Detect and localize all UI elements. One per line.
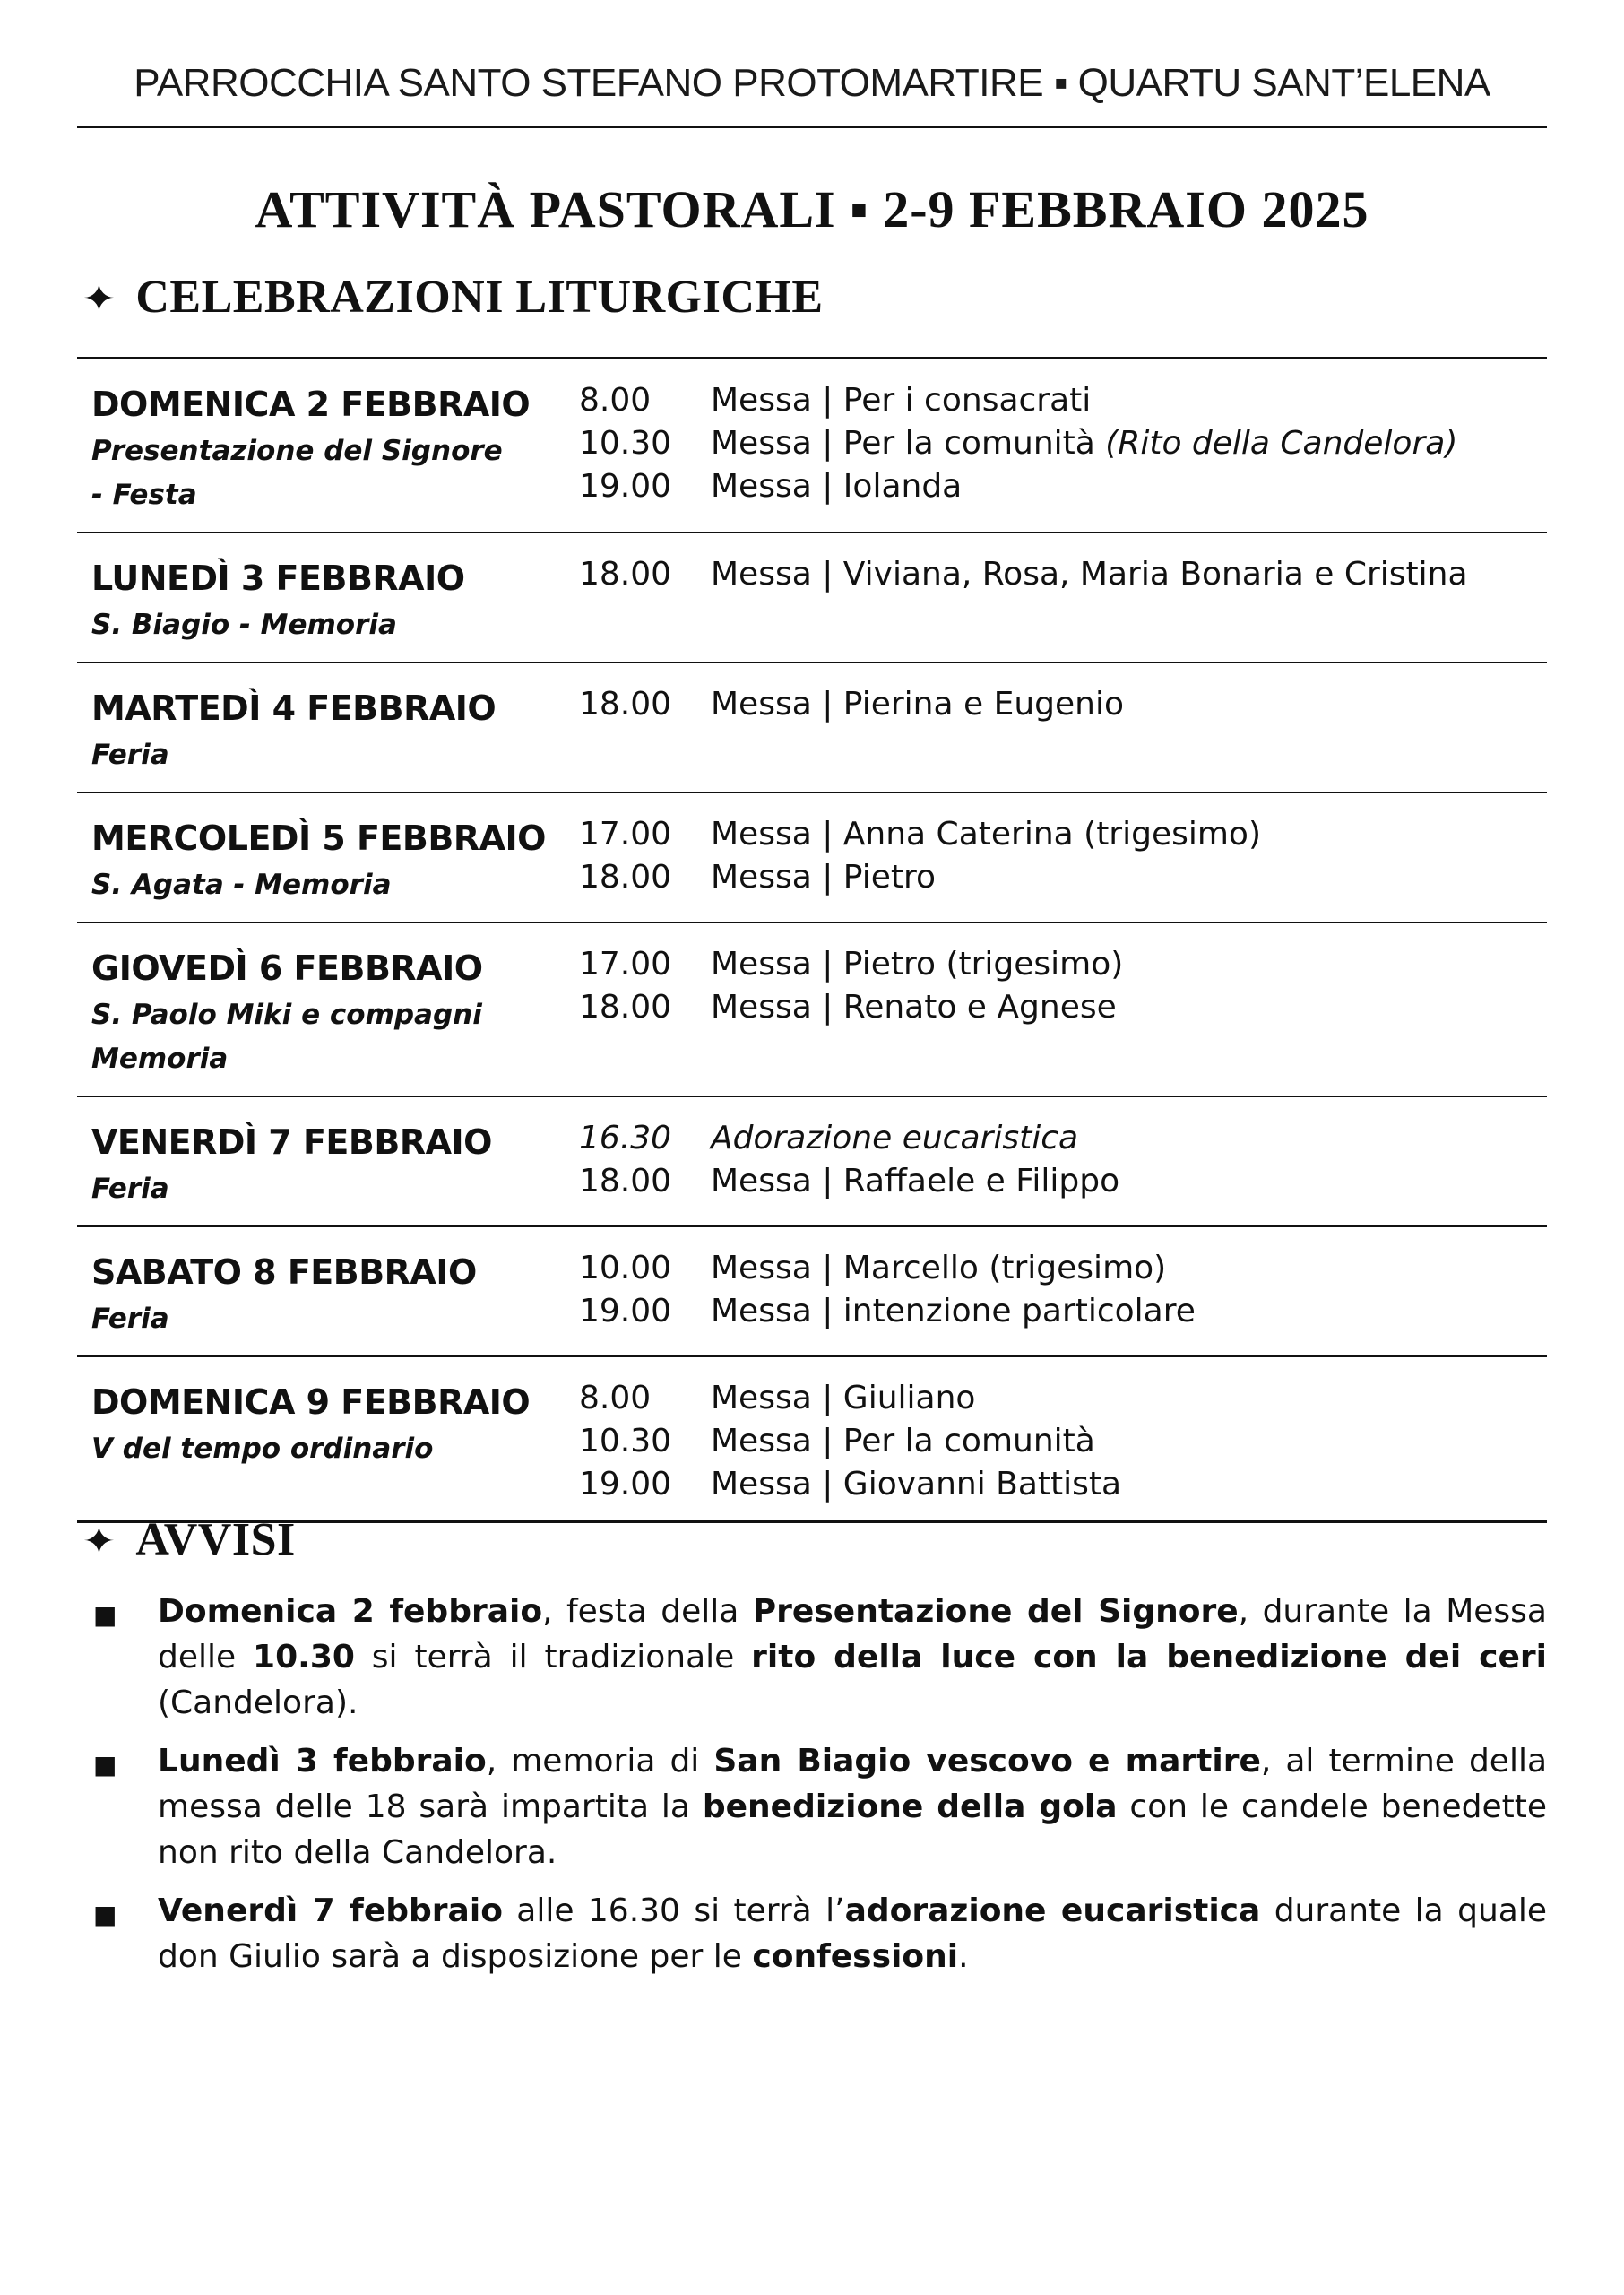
day-cell — [77, 553, 579, 647]
event-time: 18.00 — [579, 556, 672, 593]
avviso-text-part: con le candele benedette non rito della Candelora. — [158, 1788, 1547, 1871]
avviso-bold-text: adorazione eucaristica — [844, 1892, 1261, 1929]
event-time: 10.00 — [579, 1250, 672, 1286]
event-text: Messa | Per i consacrati — [711, 382, 1092, 419]
avviso-text-part: (Candelora). — [158, 1684, 358, 1721]
day-cell — [77, 683, 579, 777]
avviso-bold-text: 10.30 — [253, 1639, 355, 1676]
event-time: 19.00 — [579, 468, 672, 505]
event-text: Messa | Pietro (trigesimo) — [711, 946, 1124, 983]
avviso-bold-text: Presentazione del Signore — [752, 1593, 1239, 1630]
event-line — [579, 379, 1547, 422]
day-cell — [77, 379, 579, 517]
event-text: Messa | Per la comunità — [711, 1423, 1095, 1459]
events-cell — [579, 1377, 1547, 1506]
event-text: Messa | Per la comunità — [711, 425, 1106, 462]
event-description — [711, 1420, 1095, 1463]
day-feast: Feria — [91, 1303, 169, 1335]
event-line — [579, 1377, 1547, 1420]
event-text: Messa | Iolanda — [711, 468, 963, 505]
event-line — [579, 1290, 1547, 1333]
day-cell — [77, 1247, 579, 1341]
avviso-text-part: , festa della — [542, 1593, 753, 1630]
avviso-bold-text: confessioni — [752, 1938, 959, 1975]
event-text: Messa | Pietro — [711, 859, 937, 896]
event-description — [711, 465, 962, 508]
event-text: Messa | Marcello (trigesimo) — [711, 1250, 1167, 1286]
day-name: GIOVEDÌ 6 FEBBRAIO — [91, 948, 483, 988]
avviso-text-part: alle 16.30 si terrà l’ — [502, 1892, 845, 1929]
day-cell — [77, 1377, 579, 1506]
event-description — [711, 1247, 1166, 1290]
day-feast: S. Biagio - Memoria — [91, 609, 397, 641]
avviso-text — [158, 1888, 1547, 1979]
event-description — [711, 683, 1124, 726]
event-text: Messa | Pierina e Eugenio — [711, 686, 1124, 723]
event-line — [579, 1420, 1547, 1463]
event-description — [711, 1463, 1121, 1506]
event-line — [579, 553, 1547, 596]
day-row — [77, 359, 1547, 532]
events-cell — [579, 1117, 1547, 1211]
event-description — [711, 1290, 1196, 1333]
day-name: DOMENICA 2 FEBBRAIO — [91, 385, 531, 424]
event-time: 19.00 — [579, 1293, 672, 1329]
event-line — [579, 813, 1547, 856]
day-feast: S. Agata - Memoria — [91, 869, 392, 901]
event-description — [711, 943, 1123, 986]
events-cell — [579, 813, 1547, 907]
avviso-item — [93, 1738, 1547, 1875]
day-row — [77, 792, 1547, 922]
avviso-bold-text: rito della luce con la benedizione dei ceri — [751, 1639, 1547, 1676]
event-time: 18.00 — [579, 859, 672, 896]
event-text: Adorazione eucaristica — [711, 1120, 1079, 1156]
event-time: 18.00 — [579, 1163, 672, 1199]
event-time: 19.00 — [579, 1466, 672, 1503]
day-row — [77, 1225, 1547, 1355]
event-description — [711, 1117, 1078, 1160]
event-description — [711, 986, 1117, 1029]
day-name: VENERDÌ 7 FEBBRAIO — [91, 1122, 492, 1162]
avviso-text-part: . — [958, 1938, 969, 1975]
day-name: MERCOLEDÌ 5 FEBBRAIO — [91, 818, 546, 858]
event-time: 18.00 — [579, 686, 672, 723]
event-text: Messa | Anna Caterina (trigesimo) — [711, 816, 1262, 853]
events-cell — [579, 943, 1547, 1081]
day-row — [77, 662, 1547, 792]
event-description — [711, 856, 936, 899]
avviso-bold-text: Lunedì 3 febbraio — [158, 1743, 487, 1780]
avviso-text — [158, 1738, 1547, 1875]
event-description — [711, 422, 1457, 465]
day-row — [77, 1355, 1547, 1520]
avviso-text-part: , memoria di — [486, 1743, 714, 1780]
star-icon: ✦ — [82, 1519, 117, 1564]
day-name: DOMENICA 9 FEBBRAIO — [91, 1382, 531, 1422]
section-heading-liturgy-label: CELEBRAZIONI LITURGICHE — [135, 272, 824, 323]
events-cell — [579, 379, 1547, 517]
events-cell — [579, 1247, 1547, 1341]
day-row — [77, 532, 1547, 662]
header-divider — [77, 126, 1547, 128]
event-line — [579, 856, 1547, 899]
event-line — [579, 465, 1547, 508]
day-row — [77, 922, 1547, 1096]
avviso-text — [158, 1589, 1547, 1726]
event-description — [711, 379, 1091, 422]
avviso-text-part: , durante la Messa delle — [158, 1593, 1547, 1676]
day-feast: Feria — [91, 739, 169, 771]
event-time: 16.30 — [579, 1120, 672, 1156]
section-heading-avvisi-label: AVVISI — [135, 1514, 296, 1565]
star-icon: ✦ — [82, 276, 117, 322]
square-bullet-icon: ■ — [93, 1600, 117, 1630]
event-text: Messa | Giuliano — [711, 1380, 976, 1416]
avviso-item — [93, 1888, 1547, 1979]
event-text: Messa | intenzione particolare — [711, 1293, 1196, 1329]
day-cell — [77, 1117, 579, 1211]
avviso-text-part: durante la quale don Giulio sarà a disposizione per le — [158, 1892, 1547, 1975]
square-bullet-icon: ■ — [93, 1750, 117, 1780]
event-line — [579, 986, 1547, 1029]
event-text: Messa | Viviana, Rosa, Maria Bonaria e Cristina — [711, 556, 1468, 593]
day-name: LUNEDÌ 3 FEBBRAIO — [91, 559, 465, 598]
event-description — [711, 813, 1261, 856]
day-feast: V del tempo ordinario — [91, 1433, 434, 1465]
parish-header: PARROCCHIA SANTO STEFANO PROTOMARTIRE ▪ QUARTU SANT’ELENA — [134, 61, 1490, 105]
event-time: 10.30 — [579, 1423, 672, 1459]
avviso-bold-text: San Biagio vescovo e martire — [713, 1743, 1261, 1780]
avviso-text-part: , al termine della messa delle 18 sarà impartita la — [158, 1743, 1548, 1825]
avviso-bold-text: Venerdì 7 febbraio — [158, 1892, 503, 1929]
event-text: Messa | Renato e Agnese — [711, 989, 1117, 1026]
events-cell — [579, 683, 1547, 777]
event-time: 18.00 — [579, 989, 672, 1026]
event-description — [711, 1160, 1119, 1203]
day-row — [77, 1096, 1547, 1225]
day-name: MARTEDÌ 4 FEBBRAIO — [91, 688, 497, 728]
event-time: 8.00 — [579, 382, 652, 419]
liturgy-schedule-table — [77, 357, 1547, 1523]
avviso-bold-text: Domenica 2 febbraio — [158, 1593, 543, 1630]
event-line — [579, 943, 1547, 986]
day-feast: Presentazione del Signore - Festa — [91, 435, 503, 511]
event-line — [579, 683, 1547, 726]
event-time: 8.00 — [579, 1380, 652, 1416]
event-text: Messa | Giovanni Battista — [711, 1466, 1122, 1503]
event-line — [579, 1463, 1547, 1506]
event-line — [579, 422, 1547, 465]
section-heading-avvisi — [82, 1513, 296, 1566]
day-feast: Feria — [91, 1173, 169, 1205]
event-description — [711, 1377, 975, 1420]
event-note: (Rito della Candelora) — [1105, 425, 1458, 462]
event-line — [579, 1247, 1547, 1290]
events-cell — [579, 553, 1547, 647]
square-bullet-icon: ■ — [93, 1900, 117, 1929]
day-cell — [77, 813, 579, 907]
day-cell — [77, 943, 579, 1081]
event-time: 10.30 — [579, 425, 672, 462]
event-description — [711, 553, 1468, 596]
avvisi-list — [93, 1589, 1547, 1992]
event-text: Messa | Raffaele e Filippo — [711, 1163, 1120, 1199]
avviso-bold-text: benedizione della gola — [702, 1788, 1118, 1825]
document-title: ATTIVITÀ PASTORALI ▪ 2-9 FEBBRAIO 2025 — [255, 180, 1369, 238]
day-name: SABATO 8 FEBBRAIO — [91, 1252, 477, 1292]
event-line — [579, 1160, 1547, 1203]
avviso-item — [93, 1589, 1547, 1726]
avviso-text-part: si terrà il tradizionale — [354, 1639, 752, 1676]
event-time: 17.00 — [579, 816, 672, 853]
event-time: 17.00 — [579, 946, 672, 983]
day-feast: S. Paolo Miki e compagni Memoria — [91, 999, 482, 1075]
event-line — [579, 1117, 1547, 1160]
section-heading-liturgy — [82, 271, 824, 324]
